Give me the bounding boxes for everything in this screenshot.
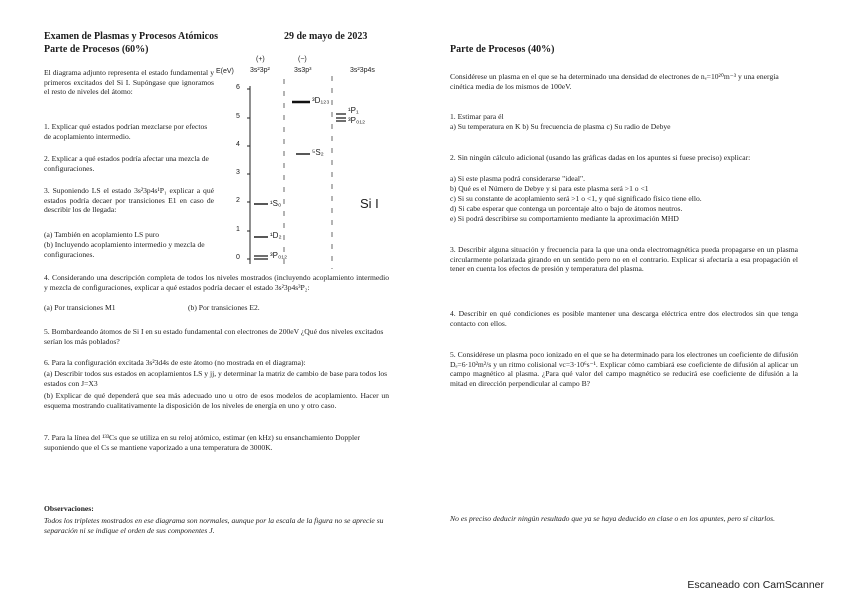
exam-title: Examen de Plasmas y Procesos Atómicos	[44, 31, 218, 42]
tick-label-0: 0	[236, 254, 240, 261]
left-question-6: 6. Para la configuración excitada 3s²3d4s de este átomo (no mostrada en el diagrama):	[44, 358, 306, 367]
atom-name-label: Si I	[360, 196, 379, 211]
scanner-watermark: Escaneado con CamScanner	[687, 579, 824, 591]
observations-title: Observaciones:	[44, 504, 94, 513]
tick-label-3: 3	[236, 169, 240, 176]
tick-label-6: 6	[236, 84, 240, 91]
config-3s2-3p2: 3s²3p²	[250, 67, 270, 74]
left-question-2: 2. Explicar a qué estados podría afectar una mezcla de configuraciones.	[44, 154, 209, 173]
energy-level-diagram	[214, 54, 404, 274]
left-subtitle: Parte de Procesos (60%)	[44, 44, 149, 55]
observations-text: Todos los tripletes mostrados en ese diagrama son normales, aunque por la escala de la figura no se aprecie su separación ni se indique el orden de sus componentes J.	[44, 516, 384, 535]
tick-label-5: 5	[236, 113, 240, 120]
left-question-5: 5. Bombardeando átomos de Si I en su estado fundamental con electrones de 200eV ¿Qué dos niveles excitados serían los más poblados?	[44, 327, 384, 346]
tick-label-2: 2	[236, 197, 240, 204]
parity-even-label: (+)	[256, 56, 265, 63]
level-label-3P-low: ³P₀₁₂	[270, 251, 288, 260]
config-3s-3p3: 3s3p³	[294, 67, 312, 74]
right-question-2e: e) Si podrá describirse su comportamiento mediante la aproximación MHD	[450, 214, 679, 223]
config-3s2-3p4s: 3s²3p4s	[350, 67, 375, 74]
level-label-1D: ¹D₂	[270, 231, 282, 240]
left-question-3a: (a) También en acoplamiento LS puro	[44, 230, 160, 239]
level-label-1S: ¹S₀	[270, 199, 282, 208]
energy-axis-label: E(eV)	[216, 68, 234, 75]
level-label-3P-up: ³P₀₁₂	[348, 116, 366, 125]
left-question-7: 7. Para la línea del ¹³³Cs que se utiliza en su reloj atómico, estimar (en kHz) su ensanchamiento Doppler suponiendo que el Cs se mantiene vaporizado a una temperatura de 3000K.	[44, 433, 360, 452]
left-question-4b: (b) Por transiciones E2.	[188, 303, 260, 312]
right-question-4: 4. Describir en qué condiciones es posible mantener una descarga eléctrica entre dos electrodos sin que tenga contacto con ellos.	[450, 309, 798, 328]
exam-date: 29 de mayo de 2023	[284, 31, 368, 42]
level-label-1P: ¹P₁	[348, 106, 359, 115]
right-question-2: 2. Sin ningún cálculo adicional (usando las gráficas dadas en los apuntes si fuese preciso) explicar:	[450, 153, 751, 162]
right-note: No es preciso deducir ningún resultado que ya se haya deducido en clase o en los apuntes, pero sí citarlos.	[450, 514, 776, 523]
energy-level-svg	[214, 54, 404, 274]
tick-label-4: 4	[236, 141, 240, 148]
right-question-5: 5. Considérese un plasma poco ionizado en el que se ha determinado para los electrones un coeficiente de difusión Dₑ=6·10²m²/s y un ritmo colisional νc=3·10⁶s⁻¹. Explicar cómo cambiará ese coeficiente de difusión al aplicar un campo magnético al plasma. ¿Para qué valor del campo magnético se reducirá ese coeficiente de difusión a la mitad en dirección perpendicular al campo B?	[450, 350, 798, 388]
left-question-1: 1. Explicar qué estados podrían mezclarse por efectos de acoplamiento intermedio.	[44, 122, 208, 141]
right-question-2d: d) Si cabe esperar que contenga un porcentaje alto o bajo de átomos neutros.	[450, 204, 683, 213]
level-label-5S: ⁵S₂	[312, 148, 324, 157]
right-question-1: 1. Estimar para él	[450, 112, 504, 121]
right-question-2c: c) Si su constante de acoplamiento será >1 o <1, y qué significado físico tiene ello.	[450, 194, 702, 203]
left-question-3b: (b) Incluyendo acoplamiento intermedio y mezcla de configuraciones.	[44, 240, 205, 259]
right-question-2a: a) Si este plasma podrá considerarse "ideal".	[450, 174, 586, 183]
right-question-1-options: a) Su temperatura en K b) Su frecuencia de plasma c) Su radio de Debye	[450, 122, 671, 131]
left-question-3: 3. Suponiendo LS el estado 3s²3p4s¹P₁ explicar a qué estados podría decaer por transiciones E1 en caso de describir los de llegada:	[44, 186, 214, 215]
parity-odd-label: (−)	[298, 56, 307, 63]
tick-label-1: 1	[236, 226, 240, 233]
level-label-3D: ³D₁₂₃	[312, 96, 330, 105]
left-question-4a: (a) Por transiciones M1	[44, 303, 116, 312]
right-intro: Considérese un plasma en el que se ha determinado una densidad de electrones de nₑ=10²⁰m⁻³ y una energía cinética media de los mismos de 100eV.	[450, 72, 779, 91]
right-question-3: 3. Describir alguna situación y frecuencia para la que una onda electromagnética pueda propagarse en un plasma circularmente polarizada girando en un sentido pero no en el contrario. Explicar si afectaría a esa propagación el tener en cuenta los efectos de presión y temperatura del plasma.	[450, 245, 798, 274]
left-question-6b: (b) Explicar de qué dependerá que sea más adecuado uno u otro de esos modelos de acoplamiento. Hacer un esquema mostrando cualitativamente la disposición de los niveles de energía en uno y otro caso.	[44, 391, 389, 410]
left-question-4: 4. Considerando una descripción completa de todos los niveles mostrados (incluyendo acoplamiento intermedio y mezcla de configuraciones, explicar a qué estados podría decaer el estado 3s²3p4s³P₂:	[44, 273, 389, 292]
left-question-6a: (a) Describir todos sus estados en acoplamientos LS y jj, y determinar la matriz de cambio de base para todos los estados con J=X3	[44, 369, 388, 388]
left-intro: El diagrama adjunto representa el estado fundamental y primeros excitados del Si I. Supóngase que ignoramos el resto de niveles del átomo:	[44, 68, 214, 97]
right-subtitle: Parte de Procesos (40%)	[450, 44, 555, 55]
right-question-2b: b) Qué es el Número de Debye y si para este plasma será >1 o <1	[450, 184, 649, 193]
